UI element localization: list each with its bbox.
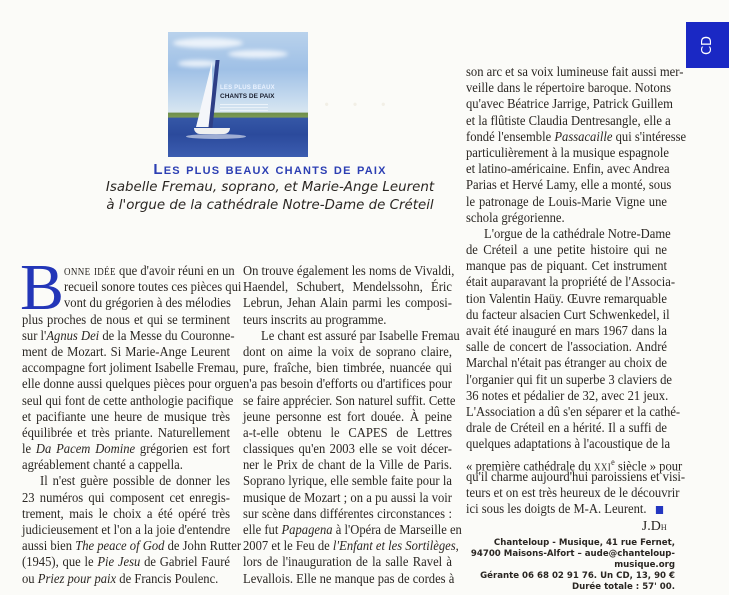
text-segment: a-t-elle obtenu le CAPES de Lettres <box>243 425 452 441</box>
text-line <box>22 361 239 377</box>
article-column-2 <box>243 264 462 588</box>
text-line <box>22 313 230 329</box>
text-line <box>466 146 667 162</box>
small-caps-text: onne idée <box>64 264 116 279</box>
text-line <box>466 275 676 291</box>
author-signature <box>580 519 667 535</box>
text-segment: elle donne aussi quelques pièces pour orgue <box>22 377 243 393</box>
text-segment: 36 notes et pédalier de 32, avec 21 jeux. <box>466 388 669 404</box>
review-title: Les plus beaux chants de paix <box>153 161 387 178</box>
text-segment: teurs inscrits au programme. <box>243 312 387 328</box>
text-segment: elle fut <box>243 523 282 538</box>
text-segment: (1945), que le <box>22 555 98 571</box>
text-segment: de Francis Poulenc. <box>116 571 219 587</box>
text-line <box>22 539 242 555</box>
text-line <box>484 226 671 243</box>
section-tab-cd <box>686 22 729 68</box>
credits-phone-price: Gérante 06 68 02 91 76. Un CD, 13, 90 € <box>480 571 675 581</box>
text-line <box>466 195 667 211</box>
text-line <box>466 307 670 324</box>
text-segment: Le chant est assuré par Isabelle Fremau <box>261 328 460 344</box>
text-segment: pure, fraîche, bien timbrée, nuancée qui <box>243 361 452 377</box>
end-of-article-mark-icon <box>656 506 663 514</box>
cover-subtitle-lines <box>220 104 268 105</box>
text-line <box>243 523 462 539</box>
text-line <box>22 328 235 345</box>
text-segment: équilibrée et très priante. Naturellement <box>22 425 230 441</box>
text-line <box>22 572 230 588</box>
text-segment: « première cathédrale du <box>466 459 595 475</box>
text-line <box>466 421 667 437</box>
section-tab-label: CD <box>700 35 715 55</box>
drop-cap: B <box>20 251 65 324</box>
text-segment: quelques adaptations à l'acoustique de la <box>466 437 671 453</box>
text-segment: L'orgue de la cathédrale Notre-Dame <box>484 226 671 242</box>
article-column-1 <box>22 264 243 588</box>
text-segment: de John Rutter <box>164 539 242 555</box>
text-line <box>466 485 680 502</box>
text-segment: dont on aime la voix de soprano claire, <box>243 344 452 360</box>
text-line <box>64 264 235 280</box>
text-line <box>64 296 230 312</box>
text-segment: musique de Mozart ; on a pu aussi la voir <box>243 490 452 506</box>
text-line <box>466 469 686 486</box>
text-segment: avait été inauguré en mars 1967 dans la <box>466 324 667 339</box>
text-segment: agréablement chanté a cappella. <box>22 458 183 474</box>
album-cover-image <box>168 32 308 157</box>
text-line <box>466 81 672 97</box>
text-line <box>466 129 687 146</box>
text-line <box>243 361 452 377</box>
text-segment: de Créteil a une petite histoire qui ne <box>466 243 667 259</box>
text-segment: grégorien est fort <box>135 442 230 458</box>
text-segment: de Gabriel Fauré <box>140 555 230 571</box>
text-segment: classiques qu'en 2003 elle se voit décer- <box>243 442 452 458</box>
text-segment: l'organier qui fit un superbe 3 claviers de <box>466 372 673 388</box>
credits-publisher: Chanteloup - Musique, 41 rue Fernet, <box>493 538 675 548</box>
credits-address-email: 94700 Maisons-Alfort – aude@chanteloup-musique.org <box>470 549 675 570</box>
text-segment: On trouve également les noms de Vivaldi, <box>243 264 455 279</box>
text-line <box>243 345 452 361</box>
text-segment: le patronage de Louis-Marie Vigne une <box>466 194 667 210</box>
cover-title-line2: CHANTS DE PAIX <box>220 93 275 100</box>
text-line <box>22 523 230 539</box>
text-segment: accompagne fort joliment Isabelle Fremau, <box>22 361 239 377</box>
text-segment: et latino-américaine. Enfin, avec Andrea <box>466 162 670 178</box>
text-segment: sur scène dans différentes circonstances : <box>243 506 452 522</box>
text-line <box>466 324 667 340</box>
text-segment: vont du grégorien à des mélodies <box>64 296 231 312</box>
text-segment: Il n'est guère possible de donner les <box>40 474 230 490</box>
text-segment: trement, mais le choix a été opéré très <box>22 506 230 522</box>
text-segment: le <box>22 442 36 458</box>
text-segment: drale de Créteil en a hérité. Il a suffi de <box>466 421 667 437</box>
italic-title: Papagena <box>281 523 333 538</box>
text-segment: était auparavant la propriété de l'Associa- <box>466 275 676 291</box>
text-line <box>466 437 671 453</box>
text-segment: n'a pas besoin d'efforts ou d'artifices pour <box>243 377 452 393</box>
text-line <box>243 539 459 555</box>
text-segment: Levallois. Elle ne manque pas de cordes à <box>243 571 455 587</box>
text-line <box>243 313 452 329</box>
text-line <box>22 442 230 458</box>
text-segment: siècle » pour <box>614 459 683 475</box>
text-segment: recueil sonore toutes ces pièces qui <box>64 280 242 296</box>
text-line <box>243 280 452 296</box>
text-segment: tion Valentin Haüy. Œuvre remarquable <box>466 291 667 307</box>
text-line <box>466 97 673 113</box>
text-line <box>243 555 452 571</box>
text-line <box>22 345 230 361</box>
text-segment: Soprano lyrique, elle semble faite pour la <box>243 474 452 490</box>
text-segment: du facteur alsacien Curt Schwenkedel, il <box>466 307 670 323</box>
text-segment: et la flûtiste Claudia Dentresangle, elle a <box>466 113 671 129</box>
text-line <box>243 296 452 312</box>
text-line <box>243 491 452 507</box>
text-segment: Lebrun, Jehan Alain parmi les composi- <box>243 296 452 312</box>
text-segment: judicieusement et l'on a la joie d'entendre <box>22 523 231 538</box>
text-segment: , <box>455 539 459 555</box>
text-segment: jeune personne est fort douée. À peine <box>243 409 452 425</box>
label-credits <box>430 538 675 593</box>
text-segment: fondé l'ensemble <box>466 129 555 145</box>
text-segment: plus proches de nous et qui se terminent <box>22 312 230 328</box>
text-segment: de la Messe du Couronne- <box>99 328 235 344</box>
boat-wake <box>186 134 246 139</box>
text-segment: seul qui font de cette anthologie pacifique <box>22 393 234 409</box>
italic-title: The peace of God <box>75 539 165 555</box>
text-line <box>243 458 452 474</box>
text-line <box>22 555 230 571</box>
text-line <box>466 259 667 275</box>
text-segment: lors de l'inauguration de la salle Ravel à <box>243 555 452 571</box>
text-segment: ici sous les doigts de M-A. Leurent. <box>466 502 647 518</box>
text-line <box>243 474 452 490</box>
text-segment: 2007 et le Feu de <box>243 539 333 555</box>
text-line <box>466 372 673 389</box>
text-segment: Marchal n'était pas étranger au choix de <box>466 356 667 372</box>
text-line <box>22 491 230 507</box>
italic-title: Passacaille <box>554 129 613 145</box>
text-line <box>243 442 452 458</box>
text-segment: à l'Opéra de Marseille en <box>332 523 462 538</box>
text-line <box>466 502 647 518</box>
text-segment: qui s'intéresse <box>612 129 687 145</box>
text-line <box>22 377 243 393</box>
credits-duration: Durée totale : 57' 00. <box>571 582 675 592</box>
text-line <box>243 377 452 393</box>
review-subtitle-performers: Isabelle Fremau, soprano, et Marie-Ange Leurent <box>105 180 435 195</box>
small-caps-text: xxi <box>594 459 612 475</box>
italic-title: Da Pacem Domine <box>35 442 136 458</box>
signature-small-caps: h <box>660 521 667 533</box>
text-segment: aussi bien <box>22 539 76 555</box>
text-segment: particulièrement à la musique espagnole <box>466 145 669 161</box>
text-segment: qu'avec Béatrice Jarrige, Patrick Guillem <box>466 97 673 113</box>
text-segment: son arc et sa voix lumineuse fait aussi mer- <box>466 65 684 80</box>
text-line <box>466 178 672 194</box>
text-line <box>243 410 452 426</box>
italic-title: Priez pour paix <box>37 571 117 587</box>
text-line <box>466 340 667 356</box>
text-segment: Haendel, Schubert, Mendelssohn, Éric <box>243 280 452 296</box>
text-segment: et pacifiante une heure de musique très <box>22 409 230 425</box>
text-line <box>466 292 667 308</box>
text-line <box>22 426 230 442</box>
article-column-3 <box>466 65 687 518</box>
text-line <box>243 507 452 523</box>
text-segment: sur l' <box>22 328 47 344</box>
text-segment: 23 numéros qui composent cet enregis- <box>22 490 230 506</box>
text-segment: ment de Mozart. Si Marie-Ange Leurent <box>22 344 230 360</box>
text-segment: se faire apprécier. Son naturel suffit. Cette <box>243 393 456 409</box>
text-segment: salle de concert de l'association. André <box>466 340 667 356</box>
text-segment: schola grégorienne. <box>466 210 565 226</box>
italic-title: Agnus Dei <box>46 328 100 344</box>
text-line <box>22 393 234 410</box>
italic-title: Pie Jesu <box>97 555 141 571</box>
review-subtitle-venue: à l'orgue de la cathédrale Notre-Dame de Créteil <box>106 198 434 213</box>
text-line <box>466 356 667 372</box>
text-segment: teurs et on est très heureux de le découvrir <box>466 485 680 501</box>
text-segment: L'Association a dû s'en séparer et la cathé- <box>466 404 681 420</box>
text-line <box>466 65 684 81</box>
text-line <box>243 571 455 588</box>
text-line <box>22 410 230 426</box>
text-segment: veille dans le répertoire baroque. Notons <box>466 81 672 97</box>
text-line <box>466 243 667 259</box>
background-watermark: · · · <box>322 90 394 121</box>
text-line <box>243 426 452 442</box>
text-line <box>466 404 681 421</box>
text-line <box>466 211 667 227</box>
text-line <box>261 328 460 345</box>
superscript: e <box>611 456 615 467</box>
text-line <box>243 393 456 410</box>
text-segment: ner le Prix de chant de la Ville de Paris. <box>243 458 452 474</box>
text-line <box>22 507 230 523</box>
text-line <box>466 162 670 178</box>
text-segment: que d'avoir réuni en un <box>115 264 235 279</box>
text-line <box>22 458 230 474</box>
text-segment: qu'il charme aujourd'hui paroissiens et visi- <box>466 469 686 485</box>
text-line <box>243 264 455 280</box>
text-segment: Parias et Hervé Lamy, elle a monté, sous <box>466 178 672 194</box>
text-segment: manque pas de piquant. Cet instrument <box>466 259 667 275</box>
text-line <box>64 280 242 296</box>
text-line <box>466 389 667 405</box>
signature-initials: J.D <box>641 519 661 534</box>
italic-title: l'Enfant et les Sortilèges <box>332 539 456 555</box>
text-line <box>466 113 671 130</box>
text-segment: ou <box>22 571 38 587</box>
text-line <box>466 454 683 475</box>
text-line <box>40 474 230 490</box>
cover-title-line1: LES PLUS BEAUX <box>220 85 275 91</box>
